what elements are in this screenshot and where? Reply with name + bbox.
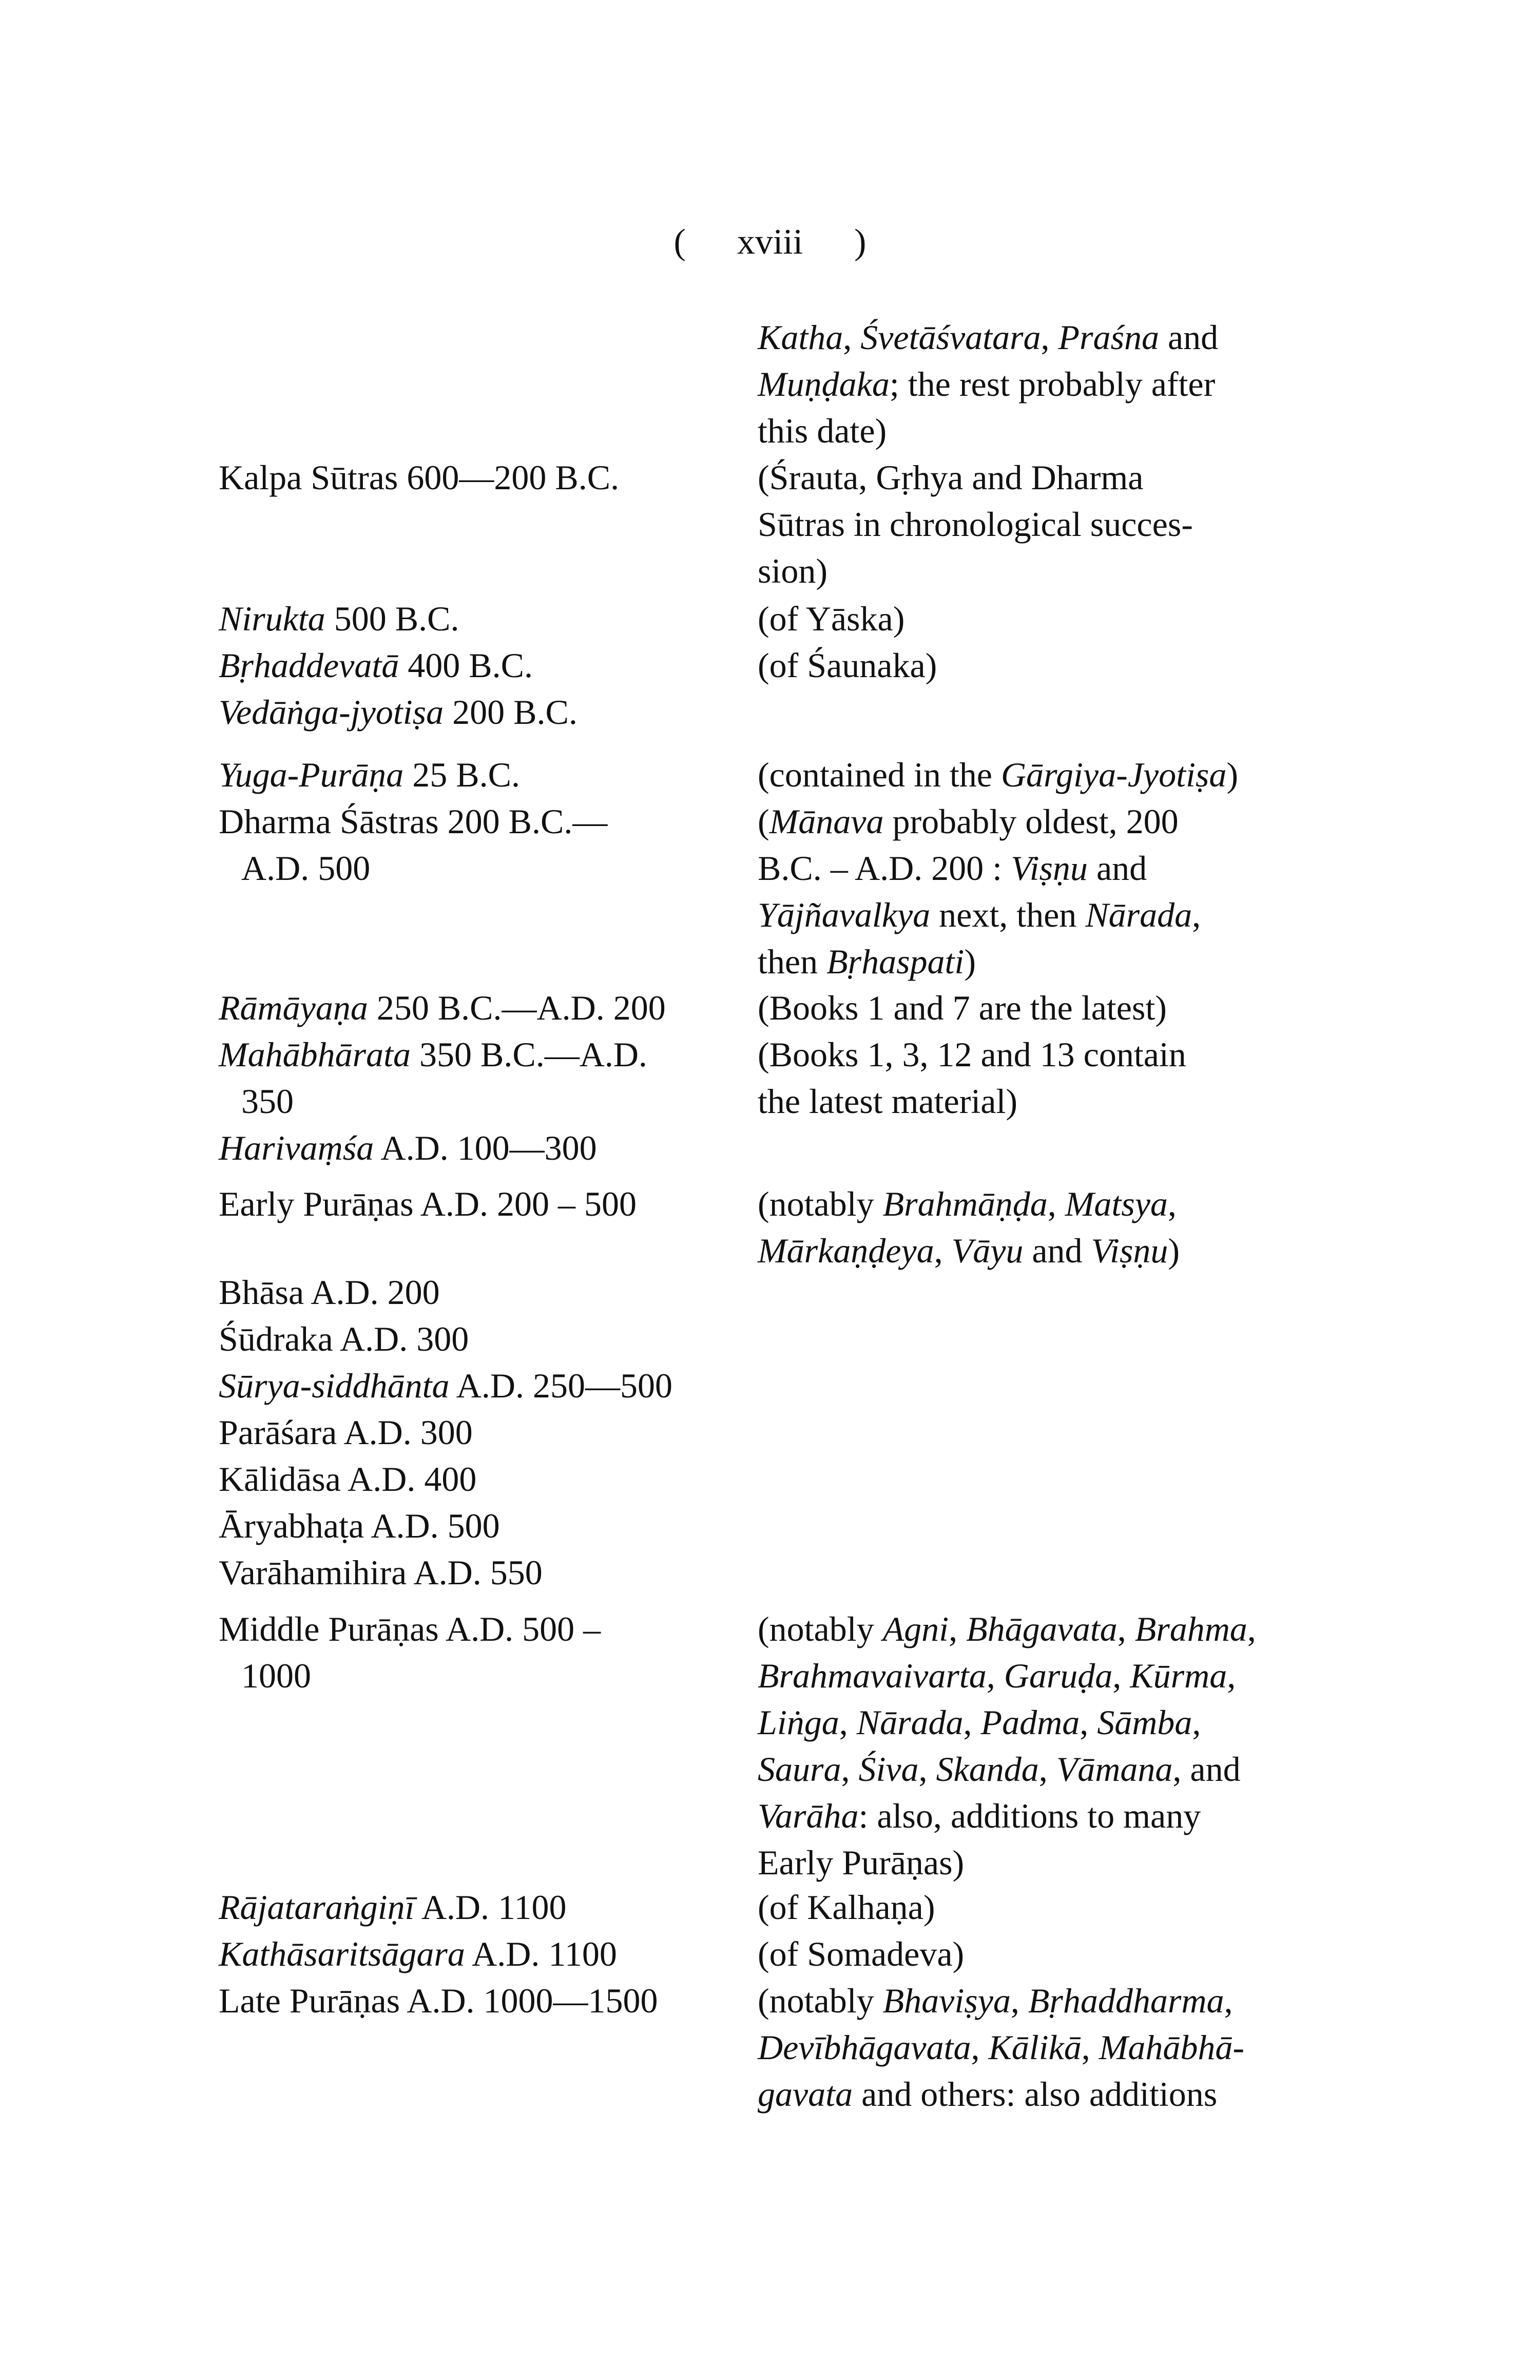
note-line: (notably Brahmāṇḍa, Matsya, — [758, 1184, 1177, 1223]
work-date-line: Bṛhaddevatā 400 B.C. — [219, 646, 533, 685]
note-line: (of Somadeva) — [758, 1934, 965, 1973]
work-date-line: Śūdraka A.D. 300 — [219, 1319, 469, 1358]
work-date-line: Nirukta 500 B.C. — [219, 599, 459, 638]
note-column — [758, 1606, 1302, 1886]
work-date-line: Varāhamihira A.D. 550 — [219, 1553, 543, 1592]
note-line: (of Śaunaka) — [758, 646, 937, 685]
page-number: xviii — [737, 222, 803, 262]
work-date-column — [219, 1884, 732, 2024]
close-paren: ) — [854, 222, 867, 262]
work-date-line: Dharma Śāstras 200 B.C.— — [219, 802, 608, 841]
open-paren: ( — [673, 222, 686, 262]
work-date-column — [219, 596, 732, 736]
note-line: Devībhāgavata, Kālikā, Mahābhā- — [758, 2028, 1245, 2067]
note-column — [758, 454, 1302, 594]
work-date-line: Mahābhārata 350 B.C.—A.D. — [219, 1035, 647, 1074]
note-line: the latest material) — [758, 1082, 1017, 1121]
work-date-line: Rāmāyaṇa 250 B.C.—A.D. 200 — [219, 988, 666, 1027]
note-line: Katha, Śvetāśvatara, Praśna and — [758, 318, 1219, 357]
note-line: Brahmavaivarta, Garuḍa, Kūrma, — [758, 1656, 1236, 1695]
work-date-column — [219, 1269, 732, 1596]
work-date-column — [219, 1181, 732, 1227]
work-date-line: Kalpa Sūtras 600—200 B.C. — [219, 458, 620, 497]
work-date-line: Vedāṅga-jyotiṣa 200 B.C. — [219, 693, 578, 732]
note-column — [758, 985, 1302, 1125]
note-line: Saura, Śiva, Skanda, Vāmana, and — [758, 1750, 1241, 1789]
note-line: B.C. – A.D. 200 : Viṣṇu and — [758, 849, 1147, 888]
note-line: Sūtras in chronological succes- — [758, 505, 1193, 544]
note-line: (of Kalhaṇa) — [758, 1888, 935, 1927]
work-date-line: Middle Purāṇas A.D. 500 – — [219, 1609, 601, 1648]
note-line: Varāha: also, additions to many — [758, 1796, 1201, 1835]
work-date-column — [219, 1606, 732, 1699]
note-line: this date) — [758, 411, 887, 450]
note-line: Liṅga, Nārada, Padma, Sāmba, — [758, 1703, 1201, 1742]
work-date-line: 350 — [241, 1082, 294, 1121]
note-line: Muṇḍaka; the rest probably after — [758, 364, 1216, 404]
work-date-column — [219, 985, 732, 1172]
work-date-line: Rājataraṅgiṇī A.D. 1100 — [219, 1888, 567, 1927]
work-date-line: Bhāsa A.D. 200 — [219, 1273, 440, 1312]
note-line: (notably Agni, Bhāgavata, Brahma, — [758, 1609, 1256, 1648]
note-line: Yājñavalkya next, then Nārada, — [758, 895, 1201, 934]
work-date-line: Kathāsaritsāgara A.D. 1100 — [219, 1934, 617, 1973]
work-date-line: Harivaṃśa A.D. 100—300 — [219, 1128, 597, 1167]
note-column — [758, 1181, 1302, 1274]
note-line: (Books 1 and 7 are the latest) — [758, 988, 1167, 1027]
work-date-line: Late Purāṇas A.D. 1000—1500 — [219, 1981, 658, 2020]
work-date-column — [219, 752, 732, 892]
note-line: Early Purāṇas) — [758, 1843, 965, 1882]
note-line: then Bṛhaspati) — [758, 942, 976, 981]
page-number-header — [0, 219, 1540, 265]
work-date-line: Āryabhaṭa A.D. 500 — [219, 1506, 500, 1545]
note-line: (Śrauta, Gṛhya and Dharma — [758, 458, 1144, 497]
work-date-column — [219, 454, 732, 501]
work-date-line: Sūrya-siddhānta A.D. 250—500 — [219, 1366, 673, 1405]
work-date-line: Parāśara A.D. 300 — [219, 1413, 473, 1452]
work-date-line: 1000 — [241, 1656, 311, 1695]
work-date-line: A.D. 500 — [241, 849, 371, 888]
note-column — [758, 1884, 1302, 2118]
note-line: Mārkaṇḍeya, Vāyu and Viṣṇu) — [758, 1231, 1180, 1270]
work-date-line: Yuga-Purāṇa 25 B.C. — [219, 755, 520, 794]
work-date-line: Early Purāṇas A.D. 200 – 500 — [219, 1184, 637, 1223]
note-column — [758, 752, 1302, 985]
note-line: (of Yāska) — [758, 599, 905, 638]
note-column — [758, 596, 1302, 689]
note-line: (Mānava probably oldest, 200 — [758, 802, 1179, 841]
note-line: (Books 1, 3, 12 and 13 contain — [758, 1035, 1186, 1074]
note-column — [758, 314, 1302, 454]
note-line: sion) — [758, 551, 827, 590]
note-line: (contained in the Gārgiya-Jyotiṣa) — [758, 755, 1238, 794]
work-date-line: Kālidāsa A.D. 400 — [219, 1460, 477, 1499]
note-line: (notably Bhaviṣya, Bṛhaddharma, — [758, 1981, 1233, 2020]
note-line: gavata and others: also additions — [758, 2075, 1218, 2114]
